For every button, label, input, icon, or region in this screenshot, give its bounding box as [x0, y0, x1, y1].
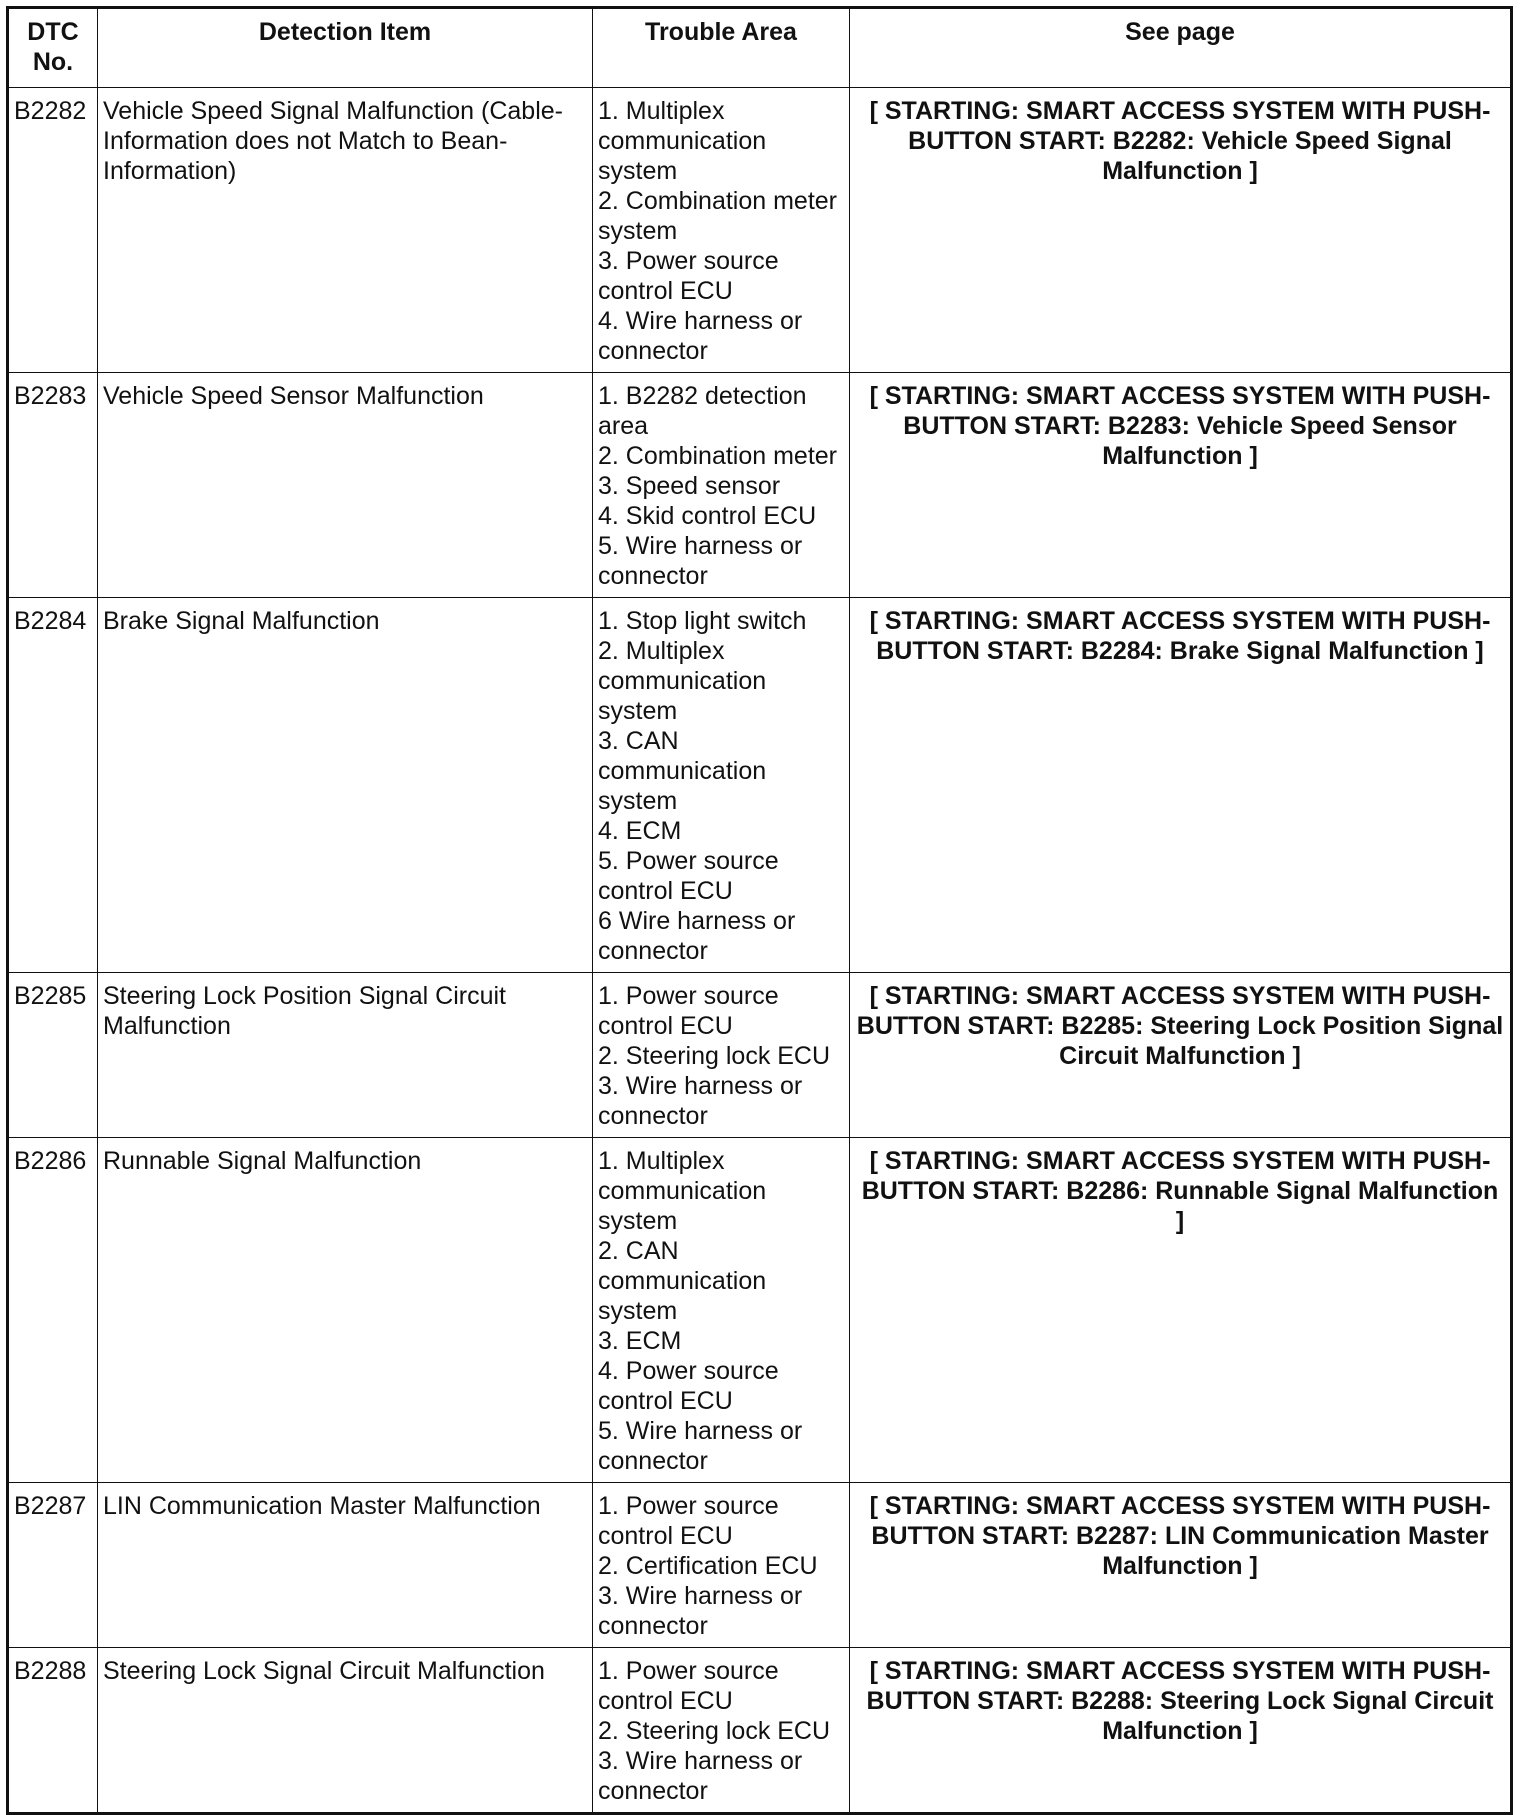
- trouble-area-item: 2. Certification ECU: [598, 1552, 818, 1580]
- trouble-area-item: 1. B2282 detection area: [598, 382, 807, 440]
- dtc-table: [6, 6, 1513, 1815]
- trouble-area-item: 1. Power source control ECU: [598, 982, 779, 1040]
- trouble-area-item: 3. Speed sensor: [598, 472, 781, 500]
- dtc-code: B2288: [8, 1648, 98, 1814]
- detection-item: Steering Lock Signal Circuit Malfunction: [98, 1648, 593, 1814]
- detection-item: Vehicle Speed Signal Malfunction (Cable-Information does not Match to Bean-Information): [98, 88, 593, 373]
- trouble-area-item: 3. Wire harness or connector: [598, 1747, 803, 1805]
- table-row: [8, 598, 1512, 973]
- trouble-area-item: 3. Wire harness or connector: [598, 1072, 803, 1130]
- trouble-area-item: 4. ECM: [598, 817, 682, 845]
- trouble-area-item: 4. Power source control ECU: [598, 1357, 779, 1415]
- table-row: [8, 1648, 1512, 1814]
- trouble-area-item: 1. Multiplex communication system: [598, 1147, 767, 1235]
- detection-item: LIN Communication Master Malfunction: [98, 1483, 593, 1648]
- trouble-area-item: 3. CAN communication system: [598, 727, 767, 815]
- trouble-area-item: 1. Stop light switch: [598, 607, 807, 635]
- dtc-code: B2286: [8, 1138, 98, 1483]
- see-page-link[interactable]: [ STARTING: SMART ACCESS SYSTEM WITH PUSH-BUTTON START: B2287: LIN Communication Master Malfunction ]: [850, 1483, 1512, 1648]
- dtc-code: B2287: [8, 1483, 98, 1648]
- see-page-link[interactable]: [ STARTING: SMART ACCESS SYSTEM WITH PUSH-BUTTON START: B2286: Runnable Signal Malfunction ]: [850, 1138, 1512, 1483]
- see-page-link[interactable]: [ STARTING: SMART ACCESS SYSTEM WITH PUSH-BUTTON START: B2288: Steering Lock Signal Circuit Malfunction ]: [850, 1648, 1512, 1814]
- trouble-area-item: 1. Power source control ECU: [598, 1657, 779, 1715]
- trouble-area: [593, 1138, 850, 1483]
- dtc-code: B2285: [8, 973, 98, 1138]
- table-row: [8, 1483, 1512, 1648]
- detection-item: Vehicle Speed Sensor Malfunction: [98, 373, 593, 598]
- header-dtc-no: DTC No.: [8, 8, 98, 88]
- trouble-area-item: 2. Multiplex communication system: [598, 637, 767, 725]
- trouble-area-item: 5. Wire harness or connector: [598, 1417, 803, 1475]
- see-page-link[interactable]: [ STARTING: SMART ACCESS SYSTEM WITH PUSH-BUTTON START: B2283: Vehicle Speed Sensor Malfunction ]: [850, 373, 1512, 598]
- trouble-area-item: 3. ECM: [598, 1327, 682, 1355]
- table-row: [8, 1138, 1512, 1483]
- header-row: [8, 8, 1512, 88]
- detection-item: Runnable Signal Malfunction: [98, 1138, 593, 1483]
- trouble-area-item: 4. Skid control ECU: [598, 502, 817, 530]
- dtc-code: B2283: [8, 373, 98, 598]
- trouble-area-item: 6 Wire harness or connector: [598, 907, 796, 965]
- trouble-area-item: 3. Power source control ECU: [598, 247, 779, 305]
- header-see-page: See page: [850, 8, 1512, 88]
- trouble-area: [593, 598, 850, 973]
- table-row: [8, 373, 1512, 598]
- detection-item: Steering Lock Position Signal Circuit Malfunction: [98, 973, 593, 1138]
- header-trouble-area: Trouble Area: [593, 8, 850, 88]
- trouble-area: [593, 1648, 850, 1814]
- table-body: [8, 88, 1512, 1814]
- dtc-code: B2282: [8, 88, 98, 373]
- see-page-link[interactable]: [ STARTING: SMART ACCESS SYSTEM WITH PUSH-BUTTON START: B2284: Brake Signal Malfunction ]: [850, 598, 1512, 973]
- trouble-area-item: 5. Power source control ECU: [598, 847, 779, 905]
- header-detection-item: Detection Item: [98, 8, 593, 88]
- trouble-area-item: 2. Steering lock ECU: [598, 1717, 831, 1745]
- trouble-area-item: 2. Combination meter: [598, 442, 838, 470]
- trouble-area: [593, 973, 850, 1138]
- see-page-link[interactable]: [ STARTING: SMART ACCESS SYSTEM WITH PUSH-BUTTON START: B2282: Vehicle Speed Signal Malfunction ]: [850, 88, 1512, 373]
- trouble-area: [593, 88, 850, 373]
- dtc-code: B2284: [8, 598, 98, 973]
- detection-item: Brake Signal Malfunction: [98, 598, 593, 973]
- trouble-area-item: 3. Wire harness or connector: [598, 1582, 803, 1640]
- trouble-area: [593, 373, 850, 598]
- trouble-area-item: 5. Wire harness or connector: [598, 532, 803, 590]
- table-row: [8, 973, 1512, 1138]
- see-page-link[interactable]: [ STARTING: SMART ACCESS SYSTEM WITH PUSH-BUTTON START: B2285: Steering Lock Position Signal Circuit Malfunction ]: [850, 973, 1512, 1138]
- trouble-area-item: 1. Multiplex communication system: [598, 97, 767, 185]
- table-row: [8, 88, 1512, 373]
- trouble-area-item: 4. Wire harness or connector: [598, 307, 803, 365]
- trouble-area-item: 2. Steering lock ECU: [598, 1042, 831, 1070]
- trouble-area: [593, 1483, 850, 1648]
- trouble-area-item: 2. Combination meter system: [598, 187, 838, 245]
- trouble-area-item: 1. Power source control ECU: [598, 1492, 779, 1550]
- trouble-area-item: 2. CAN communication system: [598, 1237, 767, 1325]
